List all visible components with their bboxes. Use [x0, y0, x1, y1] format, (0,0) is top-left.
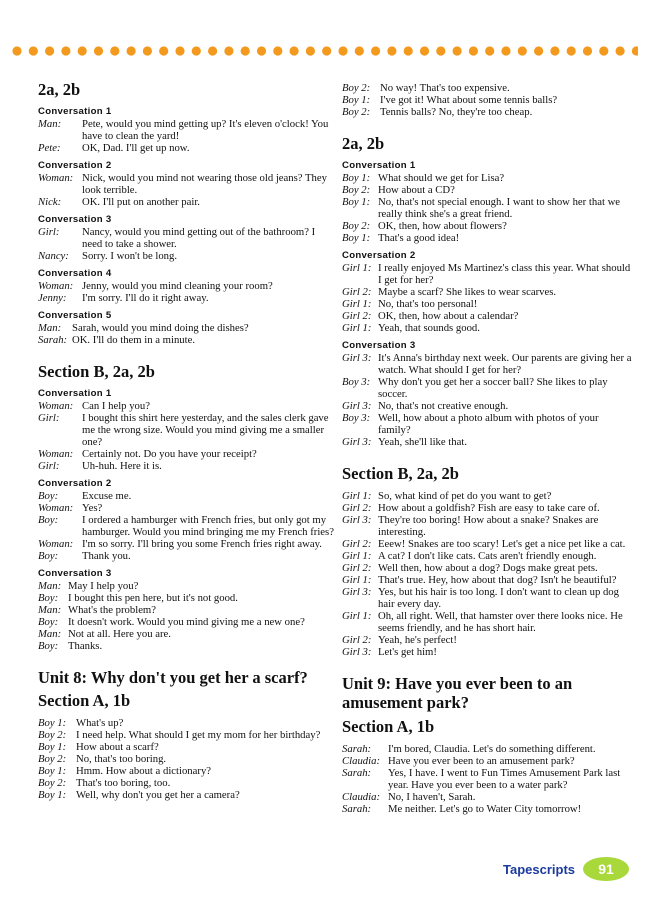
speaker-name: Jenny:: [38, 291, 67, 304]
dialogue-line: [38, 789, 335, 801]
speaker-name: Girl 1:: [342, 489, 372, 502]
speaker-name: Boy 3:: [342, 375, 371, 388]
dialogue-text: No, I haven't, Sarah.: [388, 790, 476, 803]
border-dot: [94, 46, 103, 55]
dialogue-text: A cat? I don't like cats. Cats aren't friendly enough.: [378, 549, 597, 562]
dialogue-line: [342, 791, 632, 803]
dialogue-line: [342, 550, 632, 562]
dialogue-line: [38, 514, 335, 538]
border-dot: [241, 46, 250, 55]
section-heading: Section A, 1b: [38, 691, 131, 711]
right-column: [342, 82, 632, 821]
section: [342, 82, 632, 118]
dialogue-line: [342, 310, 632, 322]
dialogue-line: [38, 538, 335, 550]
dialogue-text: Thanks.: [68, 639, 103, 652]
border-dot: [78, 46, 87, 55]
conversation: [342, 160, 632, 244]
speaker-name: Boy 2:: [342, 183, 371, 196]
section: [38, 658, 335, 802]
dialogue-text: Eeew! Snakes are too scary! Let's get a nice pet like a cat.: [378, 537, 626, 550]
speaker-name: Woman:: [38, 171, 74, 184]
page-number-badge: [582, 856, 630, 882]
dialogue-text: It's Anna's birthday next week. Our parents are giving her a watch. What should I get for her?: [378, 351, 632, 376]
dialogue-line: [342, 502, 632, 514]
footer-label: Tapescripts: [503, 862, 576, 877]
border-dot: [518, 46, 527, 55]
speaker-name: Pete:: [38, 141, 61, 154]
unit-title: Unit 9: Have you ever been to an amusement park?: [342, 673, 573, 713]
border-dot: [550, 46, 559, 55]
border-dot: [159, 46, 168, 55]
dialogue-text: How about a goldfish? Fish are easy to take care of.: [378, 501, 600, 514]
section: [342, 664, 632, 815]
speaker-name: Boy:: [38, 549, 59, 562]
section-spacer: [38, 352, 335, 362]
border-dot: [469, 46, 478, 55]
speaker-name: Claudia:: [342, 790, 381, 803]
border-dot: [567, 46, 576, 55]
dialogue-line: [342, 82, 632, 94]
dialogue-text: I need help. What should I get my mom for her birthday?: [76, 729, 321, 742]
speaker-name: Boy 2:: [342, 82, 371, 94]
dialogue-line: [342, 196, 632, 220]
border-dot: [208, 46, 217, 55]
dialogue-line: [342, 352, 632, 376]
dialogue-text: Yeah, that sounds good.: [378, 321, 480, 334]
speaker-name: Girl 2:: [342, 501, 372, 514]
dialogue-text: What should we get for Lisa?: [378, 171, 505, 184]
conversation: [38, 160, 335, 208]
conversation-title: Conversation 5: [38, 309, 112, 321]
dialogue-text: Oh, all right. Well, that hamster over there looks nice. He seems friendly, and he has short hair.: [378, 609, 623, 634]
speaker-name: Woman:: [38, 279, 74, 292]
speaker-name: Boy 1:: [342, 171, 371, 184]
dialogue-text: No, that's too personal!: [378, 297, 478, 310]
dialogue-line: [38, 592, 335, 604]
border-dot: [306, 46, 315, 55]
speaker-name: Boy:: [38, 615, 59, 628]
border-dot: [436, 46, 445, 55]
dialogue-line: [342, 262, 632, 286]
speaker-name: Boy 2:: [38, 777, 67, 790]
dialogue-text: Yeah, he's perfect!: [378, 633, 457, 646]
dialogue-text: Sarah, would you mind doing the dishes?: [72, 321, 249, 334]
dialogue-text: That's a good idea!: [378, 231, 460, 244]
speaker-name: Nancy:: [38, 249, 69, 262]
border-dot: [143, 46, 152, 55]
dialogue-line: [342, 220, 632, 232]
dialogue-text: I really enjoyed Ms Martinez's class this year. What should I get for her?: [378, 261, 631, 286]
speaker-name: Man:: [38, 579, 62, 592]
dialogue-text: OK. I'll put on another pair.: [82, 195, 200, 208]
speaker-name: Man:: [38, 627, 62, 640]
border-dot: [29, 46, 38, 55]
conversation-title: Conversation 2: [342, 249, 416, 261]
dialogue-line: [38, 628, 335, 640]
border-dot: [501, 46, 510, 55]
dialogue-line: [38, 490, 335, 502]
speaker-name: Boy:: [38, 489, 59, 502]
conversation: [38, 717, 335, 801]
dialogue-line: [38, 118, 335, 142]
speaker-name: Girl 2:: [342, 633, 372, 646]
dialogue-text: What's up?: [76, 717, 124, 730]
speaker-name: Girl 2:: [342, 309, 372, 322]
speaker-name: Boy 2:: [342, 219, 371, 232]
dialogue-text: Why don't you get her a soccer ball? She likes to play soccer.: [378, 375, 608, 400]
speaker-name: Boy 1:: [38, 741, 67, 754]
speaker-name: Girl 3:: [342, 645, 372, 658]
conversation: [38, 106, 335, 154]
dialogue-text: What's the problem?: [68, 603, 156, 616]
dialogue-text: Nick, would you mind not wearing those old jeans? They look terrible.: [82, 171, 327, 196]
speaker-name: Boy 2:: [342, 106, 371, 118]
speaker-name: Boy 3:: [342, 411, 371, 424]
dialogue-text: Not at all. Here you are.: [68, 627, 171, 640]
conversation: [342, 743, 632, 815]
border-dot: [61, 46, 70, 55]
dialogue-line: [38, 580, 335, 592]
speaker-name: Girl:: [38, 411, 60, 424]
border-dot: [599, 46, 608, 55]
dialogue-line: [38, 250, 335, 262]
speaker-name: Girl 1:: [342, 549, 372, 562]
dialogue-line: [342, 586, 632, 610]
dialogue-line: [342, 412, 632, 436]
dialogue-text: I'm bored, Claudia. Let's do something different.: [388, 742, 596, 755]
dialogue-line: [38, 448, 335, 460]
dialogue-line: [342, 490, 632, 502]
dialogue-text: No, that's not special enough. I want to show her that we really think she's a great friend.: [378, 195, 621, 220]
dialogue-text: They're too boring! How about a snake? Snakes are interesting.: [378, 513, 599, 538]
dialogue-line: [342, 514, 632, 538]
speaker-name: Boy:: [38, 639, 59, 652]
speaker-name: Boy 2:: [38, 729, 67, 742]
dialogue-text: Excuse me.: [82, 489, 132, 502]
border-dot: [224, 46, 233, 55]
speaker-name: Boy 1:: [38, 717, 67, 730]
orange-dot-border: [12, 46, 638, 56]
dialogue-text: Well, how about a photo album with photos of your family?: [378, 411, 599, 436]
speaker-name: Boy 1:: [342, 94, 371, 106]
dialogue-text: No, that's not creative enough.: [378, 399, 509, 412]
border-dot: [371, 46, 380, 55]
dialogue-text: That's too boring, too.: [76, 777, 171, 790]
speaker-name: Girl 1:: [342, 609, 372, 622]
dialogue-text: Certainly not. Do you have your receipt?: [82, 447, 257, 460]
dialogue-line: [38, 322, 335, 334]
dialogue-text: How about a scarf?: [76, 741, 159, 754]
conversation: [38, 388, 335, 472]
dialogue-text: Yes, but his hair is too long. I don't want to clean up dog hair every day.: [378, 585, 619, 610]
dialogue-line: [342, 436, 632, 448]
dialogue-line: [342, 634, 632, 646]
dialogue-line: [342, 172, 632, 184]
unit-title: Unit 8: Why don't you get her a scarf?: [38, 667, 308, 687]
dialogue-line: [38, 640, 335, 652]
dialogue-text: I bought this shirt here yesterday, and the sales clerk gave me the wrong size. Would you mind giving me a smaller one?: [82, 411, 329, 448]
border-dot: [404, 46, 413, 55]
dialogue-line: [342, 298, 632, 310]
conversation-title: Conversation 1: [38, 105, 112, 117]
dialogue-text: I've got it! What about some tennis balls?: [380, 94, 558, 106]
dialogue-text: So, what kind of pet do you want to get?: [378, 489, 552, 502]
speaker-name: Girl 1:: [342, 321, 372, 334]
dialogue-line: [342, 574, 632, 586]
conversation-title: Conversation 3: [38, 567, 112, 579]
dialogue-text: Tennis balls? No, they're too cheap.: [380, 106, 533, 118]
speaker-name: Girl 2:: [342, 537, 372, 550]
speaker-name: Woman:: [38, 447, 74, 460]
dialogue-text: How about a CD?: [378, 183, 455, 196]
dialogue-text: OK, then, how about a calendar?: [378, 309, 519, 322]
speaker-name: Girl 1:: [342, 297, 372, 310]
conversation: [38, 478, 335, 562]
border-dot: [127, 46, 136, 55]
speaker-name: Sarah:: [342, 742, 372, 755]
dialogue-text: Pete, would you mind getting up? It's eleven o'clock! You have to clean the yard!: [82, 117, 329, 142]
dialogue-text: Thank you.: [82, 549, 131, 562]
dialogue-line: [342, 400, 632, 412]
dialogue-text: I ordered a hamburger with French fries, but only got my hamburger. Would you mind bringing me my French fries?: [82, 513, 334, 538]
conversation: [38, 310, 335, 346]
dialogue-line: [342, 767, 632, 791]
dialogue-line: [342, 610, 632, 634]
border-dot: [485, 46, 494, 55]
border-dot: [257, 46, 266, 55]
dialogue-text: Uh-huh. Here it is.: [82, 459, 162, 472]
speaker-name: Boy:: [38, 591, 59, 604]
dialogue-text: I bought this pen here, but it's not good.: [68, 591, 238, 604]
dialogue-line: [342, 755, 632, 767]
dialogue-line: [38, 616, 335, 628]
dialogue-text: Maybe a scarf? She likes to wear scarves.: [378, 285, 557, 298]
dialogue-line: [38, 280, 335, 292]
dialogue-text: Have you ever been to an amusement park?: [388, 754, 575, 767]
dialogue-line: [38, 172, 335, 196]
dialogue-text: No, that's too boring.: [76, 753, 167, 766]
border-dot: [322, 46, 331, 55]
section-heading: 2a, 2b: [38, 80, 81, 99]
conversation: [38, 568, 335, 652]
dialogue-line: [342, 232, 632, 244]
dialogue-text: Well, why don't you get her a camera?: [76, 789, 240, 802]
border-dot: [420, 46, 429, 55]
dialogue-line: [38, 400, 335, 412]
speaker-name: Boy 1:: [342, 195, 371, 208]
border-dot: [355, 46, 364, 55]
dialogue-text: Well then, how about a dog? Dogs make great pets.: [378, 561, 598, 574]
conversation-title: Conversation 1: [342, 159, 416, 171]
speaker-name: Sarah:: [342, 802, 372, 815]
dialogue-text: Can I help you?: [82, 399, 150, 412]
section-heading: 2a, 2b: [342, 134, 385, 153]
speaker-name: Boy:: [38, 513, 59, 526]
dialogue-line: [342, 106, 632, 118]
speaker-name: Woman:: [38, 537, 74, 550]
speaker-name: Girl 3:: [342, 399, 372, 412]
conversation-title: Conversation 1: [38, 387, 112, 399]
section-spacer: [342, 124, 632, 134]
dialogue-line: [38, 502, 335, 514]
dialogue-text: OK. I'll do them in a minute.: [72, 333, 196, 346]
speaker-name: Boy 1:: [342, 231, 371, 244]
speaker-name: Girl 2:: [342, 561, 372, 574]
dialogue-line: [342, 376, 632, 400]
conversation-title: Conversation 2: [38, 159, 112, 171]
conversation: [342, 490, 632, 658]
conversation: [342, 340, 632, 448]
speaker-name: Claudia:: [342, 754, 381, 767]
dialogue-line: [38, 196, 335, 208]
section: [38, 352, 335, 652]
speaker-name: Man:: [38, 117, 62, 130]
section-spacer: [342, 664, 632, 674]
speaker-name: Man:: [38, 603, 62, 616]
dialogue-text: Nancy, would you mind getting out of the bathroom? I need to take a shower.: [82, 225, 316, 250]
border-dot: [616, 46, 625, 55]
speaker-name: Girl 3:: [342, 513, 372, 526]
dialogue-text: Jenny, would you mind cleaning your room?: [82, 279, 273, 292]
dialogue-line: [38, 460, 335, 472]
dialogue-line: [38, 292, 335, 304]
conversation: [38, 268, 335, 304]
dialogue-line: [342, 94, 632, 106]
conversation-title: Conversation 3: [38, 213, 112, 225]
conversation: [38, 214, 335, 262]
border-dot: [192, 46, 201, 55]
dialogue-line: [342, 803, 632, 815]
page-number: 91: [598, 861, 614, 877]
dialogue-text: I'm sorry. I'll do it right away.: [82, 291, 209, 304]
speaker-name: Girl 3:: [342, 585, 372, 598]
dialogue-line: [38, 729, 335, 741]
border-dot: [583, 46, 592, 55]
dialogue-text: No way! That's too expensive.: [380, 82, 510, 94]
dialogue-line: [38, 226, 335, 250]
dialogue-text: OK, Dad. I'll get up now.: [82, 141, 190, 154]
speaker-name: Woman:: [38, 501, 74, 514]
border-dot: [273, 46, 282, 55]
section-heading: Section B, 2a, 2b: [38, 361, 155, 381]
dialogue-line: [38, 717, 335, 729]
dialogue-text: I'm so sorry. I'll bring you some French fries right away.: [82, 537, 322, 550]
dialogue-line: [342, 562, 632, 574]
speaker-name: Boy 1:: [38, 765, 67, 778]
dialogue-text: It doesn't work. Would you mind giving me a new one?: [68, 615, 305, 628]
dialogue-line: [342, 184, 632, 196]
speaker-name: Girl 3:: [342, 351, 372, 364]
speaker-name: Girl 2:: [342, 285, 372, 298]
section: [342, 124, 632, 448]
dialogue-text: Yes?: [82, 501, 103, 514]
dialogue-text: That's true. Hey, how about that dog? Isn't he beautiful?: [378, 573, 617, 586]
dialogue-line: [38, 753, 335, 765]
dialogue-line: [38, 142, 335, 154]
dialogue-line: [342, 322, 632, 334]
dialogue-line: [38, 741, 335, 753]
border-dot: [387, 46, 396, 55]
conversation: [342, 250, 632, 334]
dialogue-text: Me neither. Let's go to Water City tomorrow!: [388, 802, 582, 815]
border-dot: [338, 46, 347, 55]
border-dot: [290, 46, 299, 55]
border-dot: [12, 46, 21, 55]
speaker-name: Girl:: [38, 459, 60, 472]
dialogue-line: [342, 646, 632, 658]
border-dot: [632, 46, 638, 55]
speaker-name: Girl 1:: [342, 261, 372, 274]
section-spacer: [38, 658, 335, 668]
dialogue-line: [38, 765, 335, 777]
speaker-name: Boy 2:: [38, 753, 67, 766]
dialogue-line: [342, 743, 632, 755]
dialogue-line: [342, 286, 632, 298]
border-dot: [110, 46, 119, 55]
speaker-name: Girl:: [38, 225, 60, 238]
border-dot: [453, 46, 462, 55]
speaker-name: Girl 3:: [342, 435, 372, 448]
speaker-name: Boy 1:: [38, 789, 67, 802]
speaker-name: Sarah:: [38, 333, 68, 346]
dialogue-text: Let's get him!: [378, 645, 437, 658]
section: [342, 454, 632, 658]
speaker-name: Man:: [38, 321, 62, 334]
dialogue-text: Yes, I have. I went to Fun Times Amusement Park last year. Have you ever been to a water park?: [388, 766, 621, 791]
section: [38, 80, 335, 346]
conversation: [342, 82, 632, 118]
speaker-name: Woman:: [38, 399, 74, 412]
border-dot: [534, 46, 543, 55]
dialogue-line: [38, 604, 335, 616]
speaker-name: Girl 1:: [342, 573, 372, 586]
section-heading: Section A, 1b: [342, 717, 435, 737]
dialogue-line: [342, 538, 632, 550]
border-dot: [45, 46, 54, 55]
dialogue-line: [38, 412, 335, 448]
left-column: [38, 80, 335, 807]
dialogue-line: [38, 334, 335, 346]
dialogue-line: [38, 550, 335, 562]
dialogue-text: Yeah, she'll like that.: [378, 435, 468, 448]
conversation-title: Conversation 3: [342, 339, 416, 351]
section-spacer: [342, 454, 632, 464]
section-heading: Section B, 2a, 2b: [342, 463, 459, 483]
dialogue-text: May I help you?: [68, 579, 139, 592]
speaker-name: Nick:: [38, 195, 62, 208]
border-dot: [175, 46, 184, 55]
dialogue-text: Sorry. I won't be long.: [82, 249, 178, 262]
dialogue-text: OK, then, how about flowers?: [378, 219, 507, 232]
speaker-name: Sarah:: [342, 766, 372, 779]
dialogue-text: Hmm. How about a dictionary?: [76, 765, 212, 778]
dialogue-line: [38, 777, 335, 789]
conversation-title: Conversation 4: [38, 267, 112, 279]
conversation-title: Conversation 2: [38, 477, 112, 489]
